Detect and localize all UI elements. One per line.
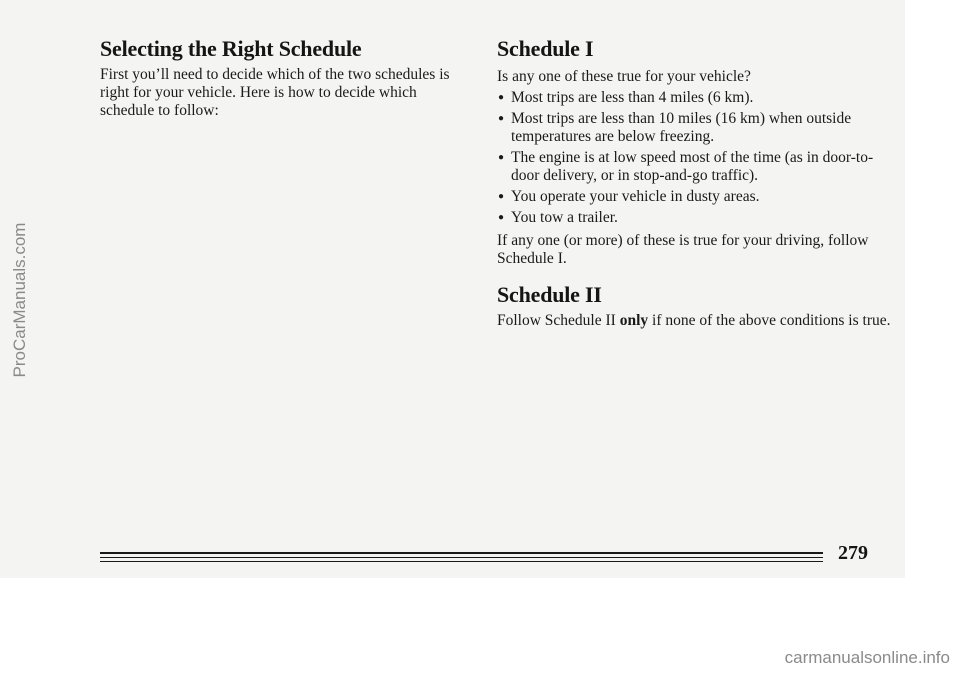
left-column xyxy=(100,36,460,120)
page-number: 279 xyxy=(838,542,868,564)
list-item: ● The engine is at low speed most of the time (as in door-to-door delivery, or in stop-and-go traffic). xyxy=(498,149,874,184)
emphasis-only: only xyxy=(619,312,649,329)
divider xyxy=(100,552,823,554)
schedule-1-conditions-list xyxy=(497,89,897,227)
section-heading-schedule-1: Schedule I xyxy=(497,36,594,61)
footer-rules xyxy=(100,552,823,562)
bullet-icon: ● xyxy=(498,92,505,103)
list-item: ● You operate your vehicle in dusty areas. xyxy=(498,188,760,205)
list-item: ● You tow a trailer. xyxy=(498,209,618,226)
divider xyxy=(100,557,823,558)
section-heading-selecting-schedule: Selecting the Right Schedule xyxy=(100,36,362,61)
side-watermark xyxy=(0,160,40,440)
bullet-icon: ● xyxy=(498,191,505,202)
right-column xyxy=(497,36,897,330)
bullet-icon: ● xyxy=(498,152,505,163)
bullet-icon: ● xyxy=(498,113,505,124)
schedule-1-follow-note: If any one (or more) of these is true for your driving, follow Schedule I. xyxy=(497,232,869,267)
schedule-1-lead: Is any one of these true for your vehicle? xyxy=(497,68,751,85)
side-watermark-text: ProCarManuals.com xyxy=(10,222,29,378)
section-heading-schedule-2: Schedule II xyxy=(497,282,602,307)
list-item: ● Most trips are less than 10 miles (16 km) when outside temperatures are below freezing. xyxy=(498,110,852,145)
list-item: ● Most trips are less than 4 miles (6 km). xyxy=(498,89,754,106)
footer-watermark: carmanualsonline.info xyxy=(784,648,950,667)
schedule-2-body: Follow Schedule II only if none of the above conditions is true. xyxy=(497,312,891,329)
divider xyxy=(100,561,823,562)
bullet-icon: ● xyxy=(498,212,505,223)
intro-paragraph: First you’ll need to decide which of the two schedules is right for your vehicle. Here is how to decide which schedule to follow: xyxy=(100,66,450,119)
